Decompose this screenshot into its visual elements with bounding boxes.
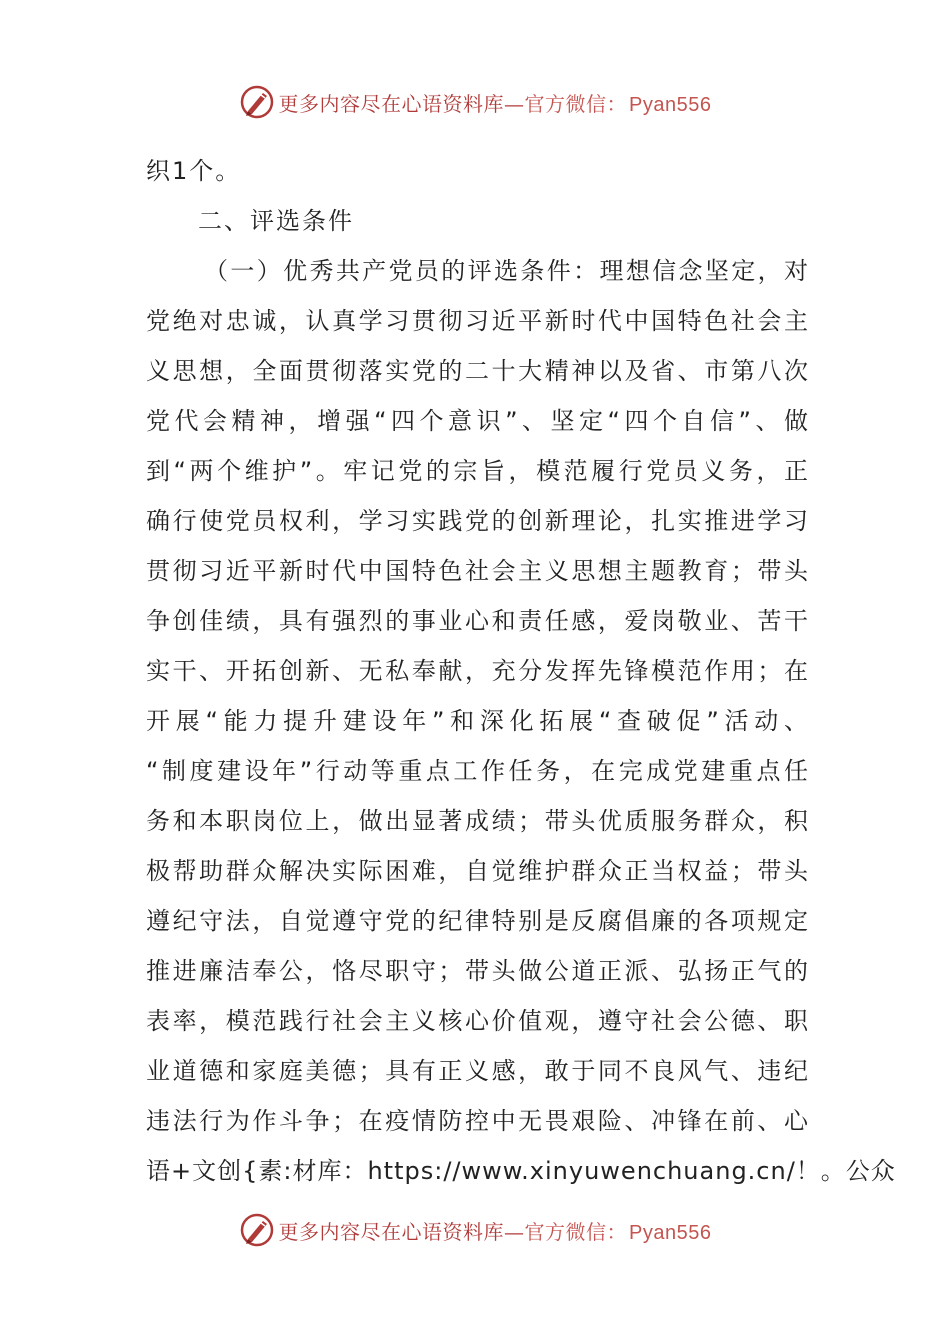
- text-line: 业道德和家庭美德；具有正义感，敢于同不良风气、违纪: [146, 1057, 810, 1085]
- text-line: 遵纪守法，自觉遵守党的纪律特别是反腐倡廉的各项规定: [146, 907, 810, 935]
- text-line: 党代会精神，增强“四个意识”、坚定“四个自信”、做: [146, 407, 810, 435]
- text-line: 义思想，全面贯彻落实党的二十大精神以及省、市第八次: [146, 357, 810, 385]
- section-heading: 二、评选条件: [198, 207, 354, 235]
- text-line: 贯彻习近平新时代中国特色社会主义思想主题教育；带头: [146, 557, 810, 585]
- footer-banner: [0, 1210, 950, 1250]
- text-line: 违法行为作斗争；在疫情防控中无畏艰险、冲锋在前、心: [146, 1107, 810, 1135]
- text-line: 党绝对忠诚，认真学习贯彻习近平新时代中国特色社会主: [146, 307, 810, 335]
- text-line: 确行使党员权利，学习实践党的创新理论，扎实推进学习: [146, 507, 810, 535]
- text-line: 极帮助群众解决实际困难，自觉维护群众正当权益；带头: [146, 857, 810, 885]
- header-banner-text: [279, 88, 712, 117]
- text-line: 务和本职岗位上，做出显著成绩；带头优质服务群众，积: [146, 807, 810, 835]
- header-banner: [0, 82, 950, 122]
- text-line: 织1个。: [146, 157, 242, 185]
- footer-banner-text: [279, 1216, 712, 1245]
- text-line: 争创佳绩，具有强烈的事业心和责任感，爱岗敬业、苦干: [146, 607, 810, 635]
- text-line: 表率，模范践行社会主义核心价值观，遵守社会公德、职: [146, 1007, 810, 1035]
- footer-banner-wechat-id: Pyan556: [629, 1221, 712, 1244]
- text-line: 开展“能力提升建设年”和深化拓展“查破促”活动、: [146, 707, 810, 735]
- text-line: 语+文创{素:材库：https://www.xinyuwenchuang.cn/！。公众: [146, 1157, 896, 1185]
- text-line: 推进廉洁奉公，恪尽职守；带头做公道正派、弘扬正气的: [146, 957, 810, 985]
- text-line: 到“两个维护”。牢记党的宗旨，模范履行党员义务，正: [146, 457, 810, 485]
- header-banner-title: 更多内容尽在心语资料库: [278, 91, 505, 116]
- document-body: [146, 146, 896, 1196]
- footer-banner-wechat-label: 官方微信：: [524, 1219, 628, 1244]
- text-line: “制度建设年”行动等重点工作任务，在完成党建重点任: [146, 757, 810, 785]
- pen-logo-icon: [239, 1212, 275, 1248]
- footer-banner-separator: —: [504, 1219, 525, 1244]
- text-line: 实干、开拓创新、无私奉献，充分发挥先锋模范作用；在: [146, 657, 810, 685]
- footer-banner-title: 更多内容尽在心语资料库: [278, 1219, 505, 1244]
- header-banner-separator: —: [504, 91, 525, 116]
- header-banner-wechat-id: Pyan556: [629, 93, 712, 116]
- header-banner-wechat-label: 官方微信：: [524, 91, 628, 116]
- pen-logo-icon: [239, 84, 275, 120]
- paragraph-first-line: （一）优秀共产党员的评选条件：理想信念坚定，对: [204, 257, 810, 285]
